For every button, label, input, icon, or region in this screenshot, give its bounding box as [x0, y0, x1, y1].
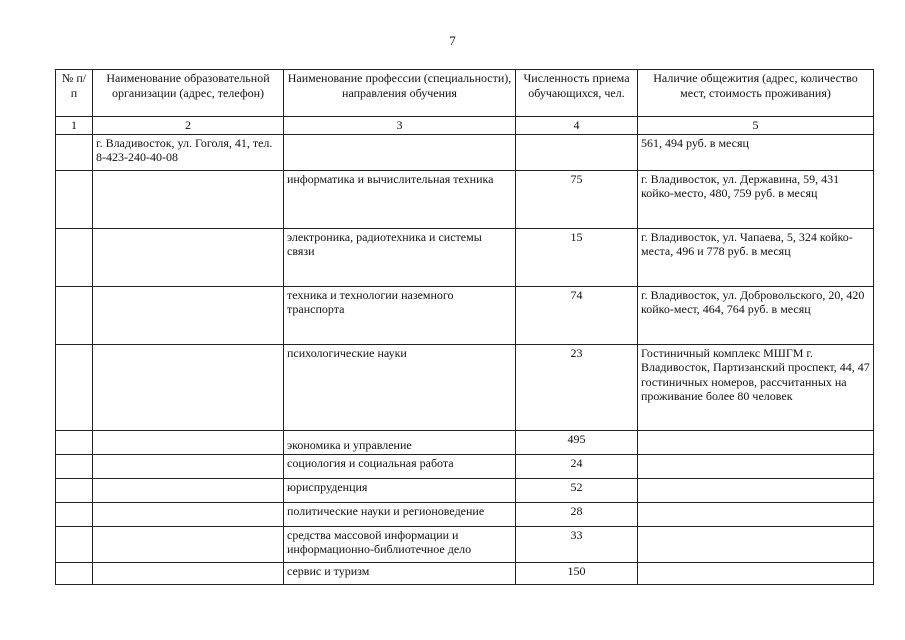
table-row	[56, 562, 874, 584]
dormitory-cell	[638, 502, 874, 526]
dormitory-cell: Гостиничный комплекс МШГМ г. Владивосток, Партизанский проспект, 44, 47 гостиничных номеров, рассчитанных на проживание более 80 человек	[638, 344, 874, 430]
table-row	[56, 344, 874, 430]
row-number	[56, 170, 93, 228]
specialty-cell: экономика и управление	[284, 430, 516, 454]
count-cell: 495	[516, 430, 638, 454]
dormitory-cell: г. Владивосток, ул. Державина, 59, 431 койко-место, 480, 759 руб. в месяц	[638, 170, 874, 228]
specialty-cell: сервис и туризм	[284, 562, 516, 584]
dormitory-cell: г. Владивосток, ул. Чапаева, 5, 324 койко-места, 496 и 778 руб. в месяц	[638, 228, 874, 286]
row-number	[56, 502, 93, 526]
row-number	[56, 478, 93, 502]
specialty-cell: психологические науки	[284, 344, 516, 430]
organization-cell	[93, 502, 284, 526]
specialty-cell: средства массовой информации и информационно-библиотечное дело	[284, 526, 516, 562]
column-number-row	[56, 117, 874, 135]
count-cell: 74	[516, 286, 638, 344]
table-row	[56, 526, 874, 562]
header-number: № п/п	[56, 70, 93, 117]
dormitory-cell	[638, 430, 874, 454]
header-admission-count: Численность приема обучающихся, чел.	[516, 70, 638, 117]
table-row	[56, 430, 874, 454]
column-number: 5	[638, 117, 874, 135]
column-number: 1	[56, 117, 93, 135]
organization-cell	[93, 526, 284, 562]
count-cell: 28	[516, 502, 638, 526]
dormitory-cell	[638, 562, 874, 584]
table-row	[56, 454, 874, 478]
specialty-cell: социология и социальная работа	[284, 454, 516, 478]
header-dormitory: Наличие общежития (адрес, количество мест, стоимость проживания)	[638, 70, 874, 117]
count-cell: 24	[516, 454, 638, 478]
count-cell: 33	[516, 526, 638, 562]
row-number	[56, 526, 93, 562]
count-cell: 150	[516, 562, 638, 584]
organization-cell: г. Владивосток, ул. Гоголя, 41, тел. 8-423-240-40-08	[93, 134, 284, 170]
table-row	[56, 286, 874, 344]
column-number: 2	[93, 117, 284, 135]
table-row	[56, 134, 874, 170]
organization-cell	[93, 344, 284, 430]
specialty-cell: юриспруденция	[284, 478, 516, 502]
organization-cell	[93, 286, 284, 344]
header-organization: Наименование образовательной организации (адрес, телефон)	[93, 70, 284, 117]
header-row	[56, 70, 874, 117]
admission-table	[55, 69, 874, 585]
row-number	[56, 562, 93, 584]
specialty-cell: информатика и вычислительная техника	[284, 170, 516, 228]
table-row	[56, 502, 874, 526]
specialty-cell	[284, 134, 516, 170]
row-number	[56, 344, 93, 430]
count-cell	[516, 134, 638, 170]
header-specialty: Наименование профессии (специальности), направления обучения	[284, 70, 516, 117]
count-cell: 23	[516, 344, 638, 430]
specialty-cell: электроника, радиотехника и системы связи	[284, 228, 516, 286]
row-number	[56, 454, 93, 478]
organization-cell	[93, 478, 284, 502]
organization-cell	[93, 170, 284, 228]
count-cell: 15	[516, 228, 638, 286]
dormitory-cell	[638, 526, 874, 562]
organization-cell	[93, 454, 284, 478]
table-row	[56, 170, 874, 228]
row-number	[56, 430, 93, 454]
organization-cell	[93, 562, 284, 584]
organization-cell	[93, 228, 284, 286]
dormitory-cell	[638, 454, 874, 478]
specialty-cell: политические науки и регионоведение	[284, 502, 516, 526]
count-cell: 52	[516, 478, 638, 502]
dormitory-cell: г. Владивосток, ул. Добровольского, 20, 420 койко-мест, 464, 764 руб. в месяц	[638, 286, 874, 344]
column-number: 4	[516, 117, 638, 135]
table-row	[56, 478, 874, 502]
table-row	[56, 228, 874, 286]
row-number	[56, 228, 93, 286]
specialty-cell: техника и технологии наземного транспорта	[284, 286, 516, 344]
organization-cell	[93, 430, 284, 454]
column-number: 3	[284, 117, 516, 135]
count-cell: 75	[516, 170, 638, 228]
row-number	[56, 134, 93, 170]
row-number	[56, 286, 93, 344]
dormitory-cell	[638, 478, 874, 502]
page-number: 7	[449, 33, 456, 48]
dormitory-cell: 561, 494 руб. в месяц	[638, 134, 874, 170]
